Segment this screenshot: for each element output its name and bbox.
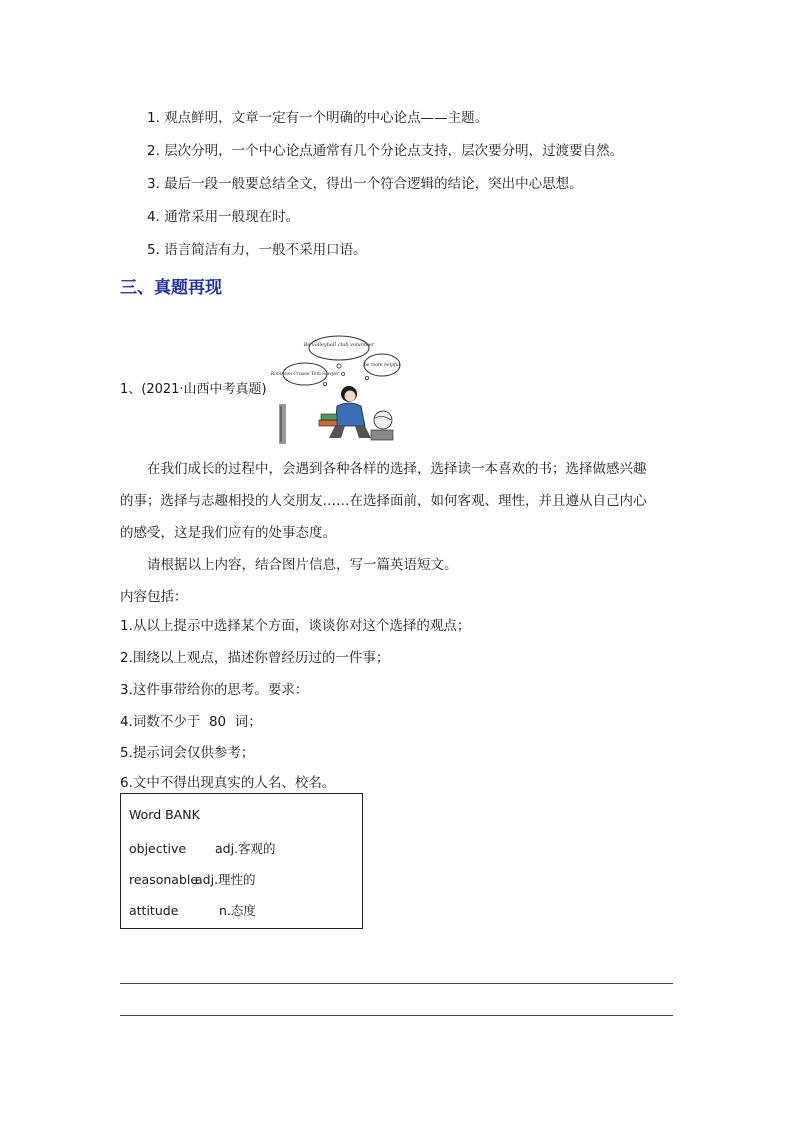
requirement-2: 2.围绕以上观点，描述你曾经历过的一件事； xyxy=(120,650,390,666)
question-illustration xyxy=(270,334,403,444)
word-bank-entry xyxy=(129,870,256,888)
word-bank-word: objective xyxy=(129,841,187,856)
word-bank-box xyxy=(120,793,363,929)
instruction: 请根据以上内容，结合图片信息，写一篇英语短文。 xyxy=(147,557,458,573)
point-5: 5. 语言简洁有力，一般不采用口语。 xyxy=(147,242,367,258)
word-bank-meaning: adj.理性的 xyxy=(195,872,256,887)
intro-line-3: 的感受，这是我们应有的处事态度。 xyxy=(120,525,336,541)
section-title: 三、真题再现 xyxy=(120,278,222,298)
bubble-1-text: Be volleyball club volunteer xyxy=(303,342,375,348)
requirement-1: 1.从以上提示中选择某个方面，谈谈你对这个选择的观点； xyxy=(120,618,471,634)
word-bank-entry xyxy=(129,839,276,857)
point-3: 3. 最后一段一般要总结全文，得出一个符合逻辑的结论，突出中心思想。 xyxy=(147,176,583,192)
requirement-5: 5.提示词会仅供参考； xyxy=(120,745,255,761)
point-1: 1. 观点鲜明，文章一定有一个明确的中心论点——主题。 xyxy=(147,110,489,126)
point-2: 2. 层次分明，一个中心论点通常有几个分论点支持，层次要分明，过渡要自然。 xyxy=(147,143,624,159)
intro-line-2: 的事；选择与志趣相投的人交朋友……在选择面前，如何客观、理性，并且遵从自己内心 xyxy=(120,493,647,509)
requirement-6: 6.文中不得出现真实的人名、校名。 xyxy=(120,775,336,791)
answer-line[interactable] xyxy=(120,983,673,984)
word-bank-word: reasonable xyxy=(129,872,199,887)
point-4: 4. 通常采用一般现在时。 xyxy=(147,209,300,225)
word-bank-word: attitude xyxy=(129,903,179,918)
intro-line-1: 在我们成长的过程中，会遇到各种各样的选择，选择读一本喜欢的书；选择做感兴趣 xyxy=(147,461,647,477)
question-label: 1、(2021·山西中考真题) xyxy=(120,382,267,397)
answer-line[interactable] xyxy=(120,1015,673,1016)
word-bank-title: Word BANK xyxy=(129,807,200,822)
requirement-3: 3.这件事带给你的思考。要求： xyxy=(120,682,309,698)
bubble-2-text: Robinson Crusoe Tom Sawyer xyxy=(270,372,340,377)
word-bank-entry xyxy=(129,901,256,919)
content-label: 内容包括： xyxy=(120,589,188,605)
word-bank-meaning: adj.客观的 xyxy=(215,841,276,856)
requirement-4: 4.词数不少于 80 词； xyxy=(120,714,262,730)
bubble-3-text: be more helpful xyxy=(363,363,401,368)
word-bank-meaning: n.态度 xyxy=(219,903,256,918)
